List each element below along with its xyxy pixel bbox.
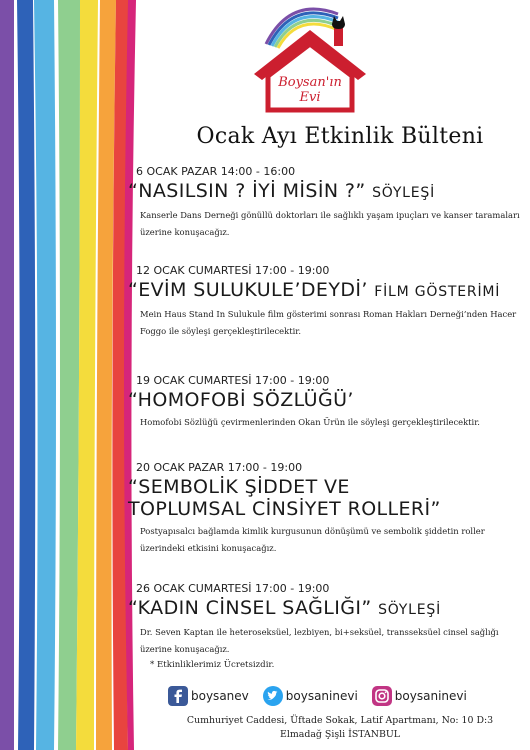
page-title: Ocak Ayı Etkinlik Bülteni	[196, 124, 484, 149]
twitter-icon	[263, 686, 283, 706]
twitter-link[interactable]: boysaninevi	[263, 686, 358, 706]
stripe-blue	[17, 0, 35, 750]
event-item	[128, 264, 523, 340]
logo-text: Boysan'ın	[278, 75, 342, 90]
event-tag: SÖYLEŞİ	[378, 602, 442, 618]
address	[150, 714, 530, 742]
event-description: Mein Haus Stand In Sulukule film gösterimi sonrası Roman Hakları Derneği’nden Hacer Foggo ile söyleşi gerçekleştirilecektir.	[140, 309, 517, 336]
event-date: 6 OCAK PAZAR 14:00 - 16:00	[136, 165, 296, 178]
event-date: 26 OCAK CUMARTESİ 17:00 - 19:00	[136, 582, 330, 595]
cat-icon	[332, 16, 345, 29]
event-item	[128, 165, 523, 241]
event-headline: “SEMBOLİK ŞİDDET VE TOPLUMSAL CİNSİYET ROLLERİ”	[128, 476, 441, 520]
event-headline: “HOMOFOBİ SÖZLÜĞÜ’	[128, 389, 354, 411]
instagram-icon	[372, 686, 392, 706]
facebook-link[interactable]: boysanev	[168, 686, 249, 706]
event-item	[128, 582, 523, 658]
event-tag: SÖYLEŞİ	[372, 185, 436, 201]
event-item	[128, 374, 523, 431]
free-events-note: * Etkinliklerimiz Ücretsizdir.	[150, 660, 275, 670]
event-date: 20 OCAK PAZAR 17:00 - 19:00	[136, 461, 303, 474]
boysan-house-logo	[250, 4, 370, 116]
instagram-link[interactable]: boysaninevi	[372, 686, 467, 706]
address-line-2: Elmadağ Şişli İSTANBUL	[280, 729, 400, 740]
event-date: 19 OCAK CUMARTESİ 17:00 - 19:00	[136, 374, 330, 387]
event-headline: “NASILSIN ? İYİ MİSİN ?” SÖYLEŞİ	[128, 180, 436, 202]
facebook-icon	[168, 686, 188, 706]
event-description: Postyapısalcı bağlamda kimlik kurgusunun dönüşümü ve sembolik şiddetin roller üzerindeki etkisini konuşacağız.	[140, 526, 485, 553]
stripe-lightblue	[34, 0, 56, 750]
event-tag: FİLM GÖSTERİMİ	[374, 284, 501, 300]
event-headline: “EVİM SULUKULE’DEYDİ’ FİLM GÖSTERİMİ	[128, 279, 501, 301]
svg-text:Evi: Evi	[299, 90, 321, 105]
stripe-green	[58, 0, 80, 750]
event-description: Homofobi Sözlüğü çevirmenlerinden Okan Ürün ile söyleşi gerçekleştirilecektir.	[140, 417, 480, 427]
address-line-1: Cumhuriyet Caddesi, Üftade Sokak, Latif Apartmanı, No: 10 D:3	[186, 715, 494, 726]
event-date: 12 OCAK CUMARTESİ 17:00 - 19:00	[136, 264, 330, 277]
event-headline: “KADIN CİNSEL SAĞLIĞI” SÖYLEŞİ	[128, 597, 442, 619]
event-description: Dr. Seven Kaptan ile heteroseksüel, lezbiyen, bi+seksüel, transseksüel cinsel sağlığı üzerine konuşacağız.	[140, 627, 499, 654]
social-links	[168, 686, 528, 706]
event-item	[128, 461, 523, 557]
stripe-purple	[0, 0, 14, 750]
event-description: Kanserle Dans Derneği gönüllü doktorları ile sağlıklı yaşam ipuçları ve kanser taramaları üzerine konuşacağız.	[140, 210, 520, 237]
